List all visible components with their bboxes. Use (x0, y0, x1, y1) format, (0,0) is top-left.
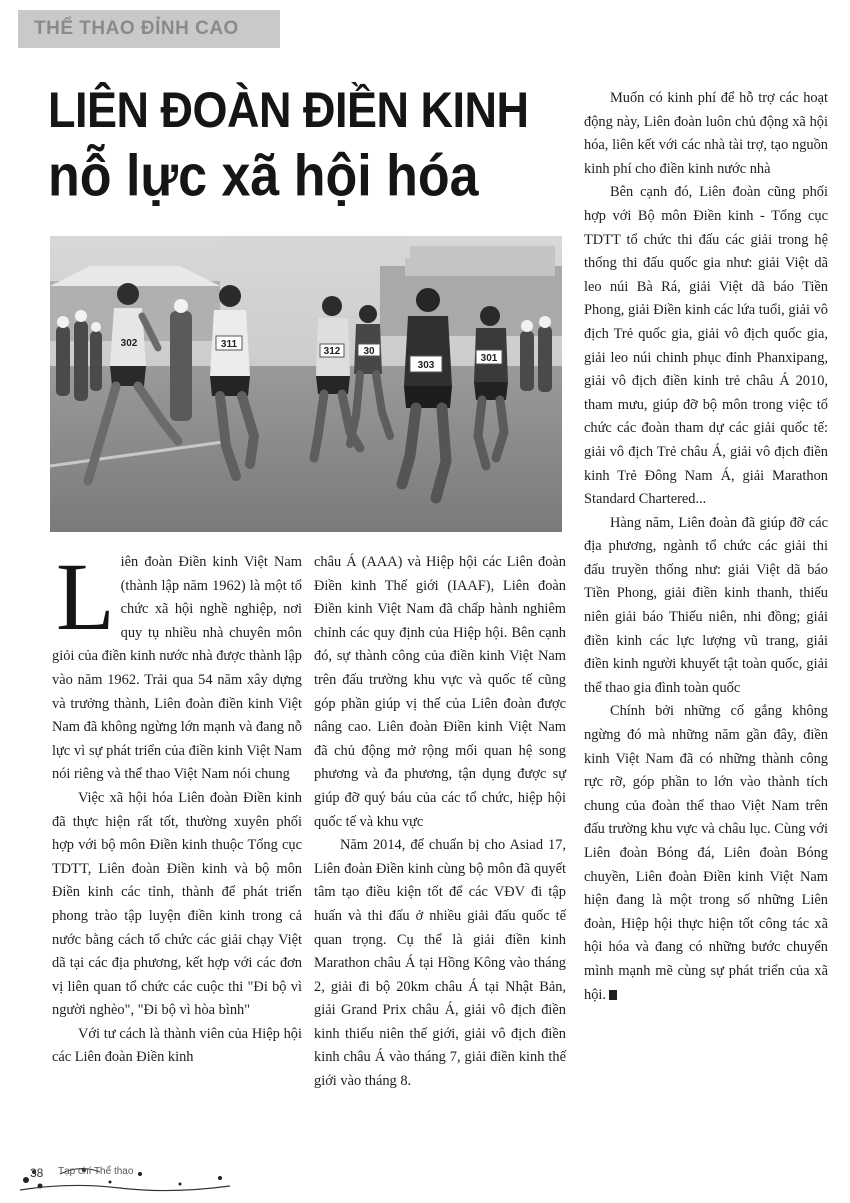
race-bib-number: 301 (480, 353, 498, 364)
runners-photo (50, 236, 562, 532)
paragraph-1 (52, 543, 302, 787)
race-bib-number: 312 (323, 346, 341, 357)
drop-cap: L (56, 543, 115, 650)
paragraph-9-text: Chính bởi những cố gắng không ngừng đó mà những năm gần đây, điền kinh Việt Nam đã có những thành công rực rỡ, góp phần to lớn vào thành tích chung của đoàn thể thao Việt Nam trên đấu trường khu vực và châu lục. Cùng với Liên đoàn Bóng đá, Liên đoàn Bóng chuyền, Liên đoàn Điền kinh Việt Nam hiện đang là một trong số những Liên đoàn, Hiệp hội thực hiện tốt công tác xã hội hóa và đang có những bước chuyển mình mạnh mẽ cùng sự phát triển của xã hội. (584, 703, 828, 1003)
magazine-name: Tạp chí Thể thao (58, 1166, 134, 1177)
article-title (48, 80, 568, 210)
title-line-2: nỗ lực xã hội hóa (48, 144, 479, 210)
section-tag-label: THỂ THAO ĐỈNH CAO (34, 18, 239, 39)
runners-photo-illustration (50, 236, 562, 532)
column-2 (314, 551, 566, 1094)
page-number: 38 (30, 1166, 44, 1180)
paragraph-1-text: iên đoàn Điền kinh Việt Nam (thành lập năm 1962) là một tổ chức xã hội nghề nghiệp, nơi quy tụ nhiều nhà chuyên môn giỏi của điền kinh nước nhà được thành lập vào năm 1962. Trải qua 54 năm xây dựng và trưởng thành, Liên đoàn điền kinh Việt Nam đã không ngừng lớn mạnh và đang nỗ lực vì sự phát triển của điền kinh Việt Nam nói riêng và thể thao Việt Nam nói chung (52, 554, 302, 783)
paragraph-6: Muốn có kinh phí để hỗ trợ các hoạt động này, Liên đoàn luôn chủ động xã hội hóa, liên kết với các nhà tài trợ, tạo nguồn kinh phí cho điền kinh nước nhà (584, 90, 828, 177)
paragraph-2: Việc xã hội hóa Liên đoàn Điền kinh đã thực hiện rất tốt, thường xuyên phối hợp với bộ môn Điền kinh thuộc Tổng cục TDTT, Liên đoàn Điền kinh và bộ môn Điền kinh các tỉnh, thành để phát triển phong trào tập luyện điền kinh trong cả nước bằng cách tổ chức các giải chạy Việt dã tại các địa phương, kết hợp với các đơn vị liên quan tổ chức các cuộc thi "Đi bộ vì người nghèo", "Đi bộ vì hòa bình" (52, 789, 302, 1019)
paragraph-8: Hàng năm, Liên đoàn đã giúp đỡ các địa phương, ngành tổ chức các giải thi đấu truyền thống như: giải Việt dã báo Tiền Phong, giải điền kinh thanh, thiếu niên giải báo Thiếu niên, nhi đồng; giải điền kinh các lực lượng vũ trang, giải điền kinh người khuyết tật toàn quốc, giải thể thao gia đình toàn quốc (584, 514, 828, 696)
race-bib-number: 303 (417, 360, 435, 371)
column-1 (52, 543, 302, 1070)
section-tag (18, 10, 280, 48)
paragraph-3: Với tư cách là thành viên của Hiệp hội các Liên đoàn Điền kinh (52, 1025, 302, 1066)
column-3 (584, 87, 828, 1007)
race-bib-number: 30 (363, 346, 375, 357)
paragraph-7: Bên cạnh đó, Liên đoàn cũng phối hợp với Bộ môn Điền kinh - Tổng cục TDTT tổ chức thi đấu các giải trong hệ thống thi đấu quốc gia như: giải Việt dã leo núi Bà Rá, giải Việt dã báo Tiền Phong, giải Điền kinh các lứa tuổi, giải vô địch Trẻ quốc gia, giải vô địch quốc gia, giải leo núi chinh phục đỉnh Phanxipang, giải vô địch điền kinh trẻ châu Á 2010, tham mưu, giúp đỡ bộ môn trong việc tổ chức các đoàn tham dự các giải quốc tế: giải vô địch Trẻ châu Á, giải vô địch điền kinh Trẻ Đông Nam Á, giải Marathon Standard Chartered... (584, 184, 828, 508)
title-line-1: LIÊN ĐOÀN ĐIỀN KINH (48, 81, 529, 139)
race-bib-number: 311 (220, 339, 238, 350)
paragraph-5: Năm 2014, để chuẩn bị cho Asiad 17, Liên đoàn Điền kinh cùng bộ môn đã quyết tâm tạo điều kiện tốt để các VĐV đi tập huấn và thi đấu ở nhiều giải đấu quốc tế quan trọng. Cụ thể là giải điền kinh Marathon châu Á tại Hồng Kông vào tháng 2, giải đi bộ 20km châu Á tại Nhật Bản, giải Grand Prix châu Á, giải vô địch điền kinh thiếu niên thế giới, giải vô địch điền kinh châu Á vào tháng 7, giải điền kinh thế giới vào tháng 8. (314, 837, 566, 1090)
paragraph-9 (584, 700, 828, 1007)
race-bib-number: 302 (120, 338, 138, 349)
paragraph-4: châu Á (AAA) và Hiệp hội các Liên đoàn Điền kinh Thế giới (IAAF), Liên đoàn Điền kinh Việt Nam đã chấp hành nghiêm chỉnh các quy định của Hiệp hội. Bên cạnh đó, sự thành công của điền kinh Việt Nam trên đấu trường khu vực và quốc tế cũng góp phần giúp vị thế của Liên đoàn được nâng cao. Liên đoàn Điền kinh Việt Nam đã chủ động mở rộng mối quan hệ song phương và đa phương, tận dụng được sự giúp đỡ quý báu của các tổ chức, hiệp hội quốc tế và khu vực (314, 554, 566, 830)
end-mark-icon (609, 990, 617, 1000)
